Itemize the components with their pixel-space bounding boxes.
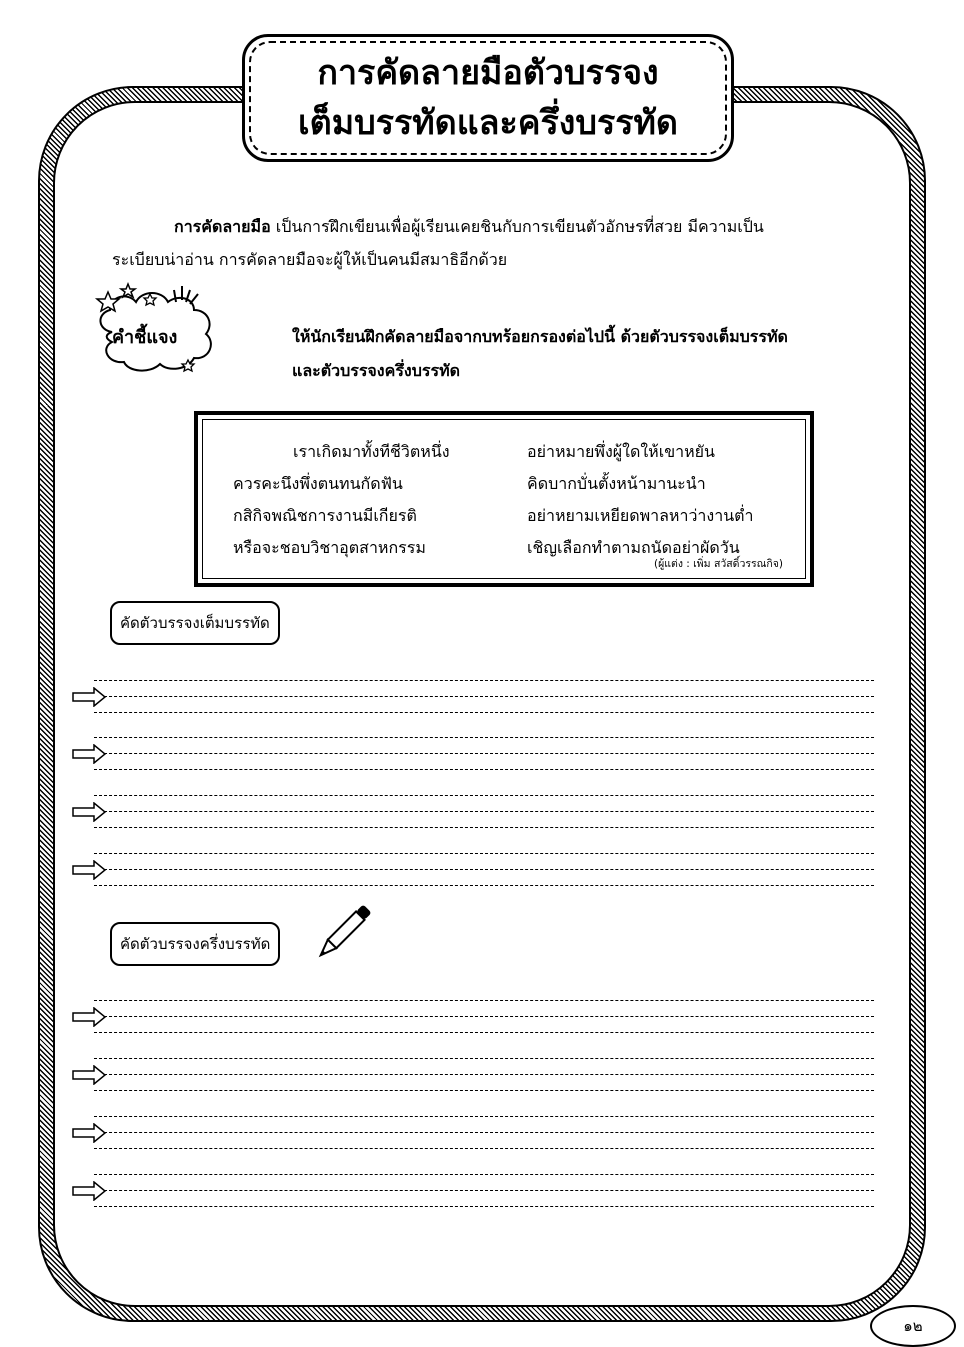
arrow-right-icon <box>72 860 106 880</box>
writing-line-half-2[interactable] <box>70 1058 874 1091</box>
poem-verse-left: กสิกิจพณิชการงานมีเกียรติ <box>233 506 417 525</box>
arrow-right-icon <box>72 1123 106 1143</box>
intro-text-line-1: เป็นการฝึกเขียนเพื่อผู้เรียนเคยชินกับการเขียนตัวอักษรที่สวย มีความเป็น <box>270 217 764 236</box>
arrow-right-icon <box>72 1181 106 1201</box>
poem-verse-left: เราเกิดมาทั้งทีชีวิตหนึ่ง <box>293 442 450 461</box>
poem-verse-right: คิดบากบั่นตั้งหน้ามานะนำ <box>527 474 706 493</box>
instruction-text <box>292 320 862 388</box>
arrow-right-icon <box>72 1065 106 1085</box>
poem-credit: (ผู้แต่ง : เพิ่ม สวัสดิ์วรรณกิจ) <box>654 558 783 570</box>
poem-verse-right: อย่าหยามเหยียดพาลหาว่างานต่ำ <box>527 506 754 525</box>
writing-line-full-2[interactable] <box>70 737 874 770</box>
full-line-section-label: คัดตัวบรรจงเต็มบรรทัด <box>110 601 280 645</box>
arrow-right-icon <box>72 744 106 764</box>
writing-line-half-3[interactable] <box>70 1116 874 1149</box>
poem-row <box>233 440 803 472</box>
poem-row <box>233 472 803 504</box>
arrow-right-icon <box>72 802 106 822</box>
poem-row <box>233 504 803 536</box>
arrow-right-icon <box>72 1007 106 1027</box>
poem-verse-left: ควรคะนึงพึ่งตนทนกัดฟัน <box>233 474 403 493</box>
intro-text-line-2: ระเบียบน่าอ่าน การคัดลายมือจะผู้ให้เป็นคนมีสมาธิอีกด้วย <box>112 250 508 269</box>
title-banner <box>242 34 734 162</box>
poem-verse-left: หรือจะชอบวิชาอุตสาหกรรม <box>233 538 426 557</box>
writing-line-half-4[interactable] <box>70 1174 874 1207</box>
page-title-line-1: การคัดลายมือตัวบรรจง <box>317 53 659 93</box>
arrow-right-icon <box>72 687 106 707</box>
poem-verse-right: เชิญเลือกทำตามถนัดอย่าผัดวัน <box>527 538 740 557</box>
half-line-section-label: คัดตัวบรรจงครึ่งบรรทัด <box>110 922 280 966</box>
poem-box <box>194 411 814 587</box>
writing-line-full-3[interactable] <box>70 795 874 828</box>
intro-term: การคัดลายมือ <box>174 217 271 236</box>
instruction-line-1: ให้นักเรียนฝึกคัดลายมือจากบทร้อยกรองต่อไปนี้ ด้วยตัวบรรจงเต็มบรรทัด <box>292 327 788 346</box>
writing-line-full-1[interactable] <box>70 680 874 713</box>
writing-line-half-1[interactable] <box>70 1000 874 1033</box>
poem-verse-right: อย่าหมายพึ่งผู้ใดให้เขาหยัน <box>527 442 715 461</box>
writing-line-full-4[interactable] <box>70 853 874 886</box>
instruction-line-2: และตัวบรรจงครึ่งบรรทัด <box>292 361 461 380</box>
instruction-label: คำชี้แจง <box>112 327 178 348</box>
intro-paragraph <box>112 210 852 276</box>
page-number-badge: ๑๒ <box>870 1305 956 1347</box>
pencil-icon <box>312 891 386 963</box>
page-title-line-2: เต็มบรรทัดและครึ่งบรรทัด <box>298 103 678 143</box>
